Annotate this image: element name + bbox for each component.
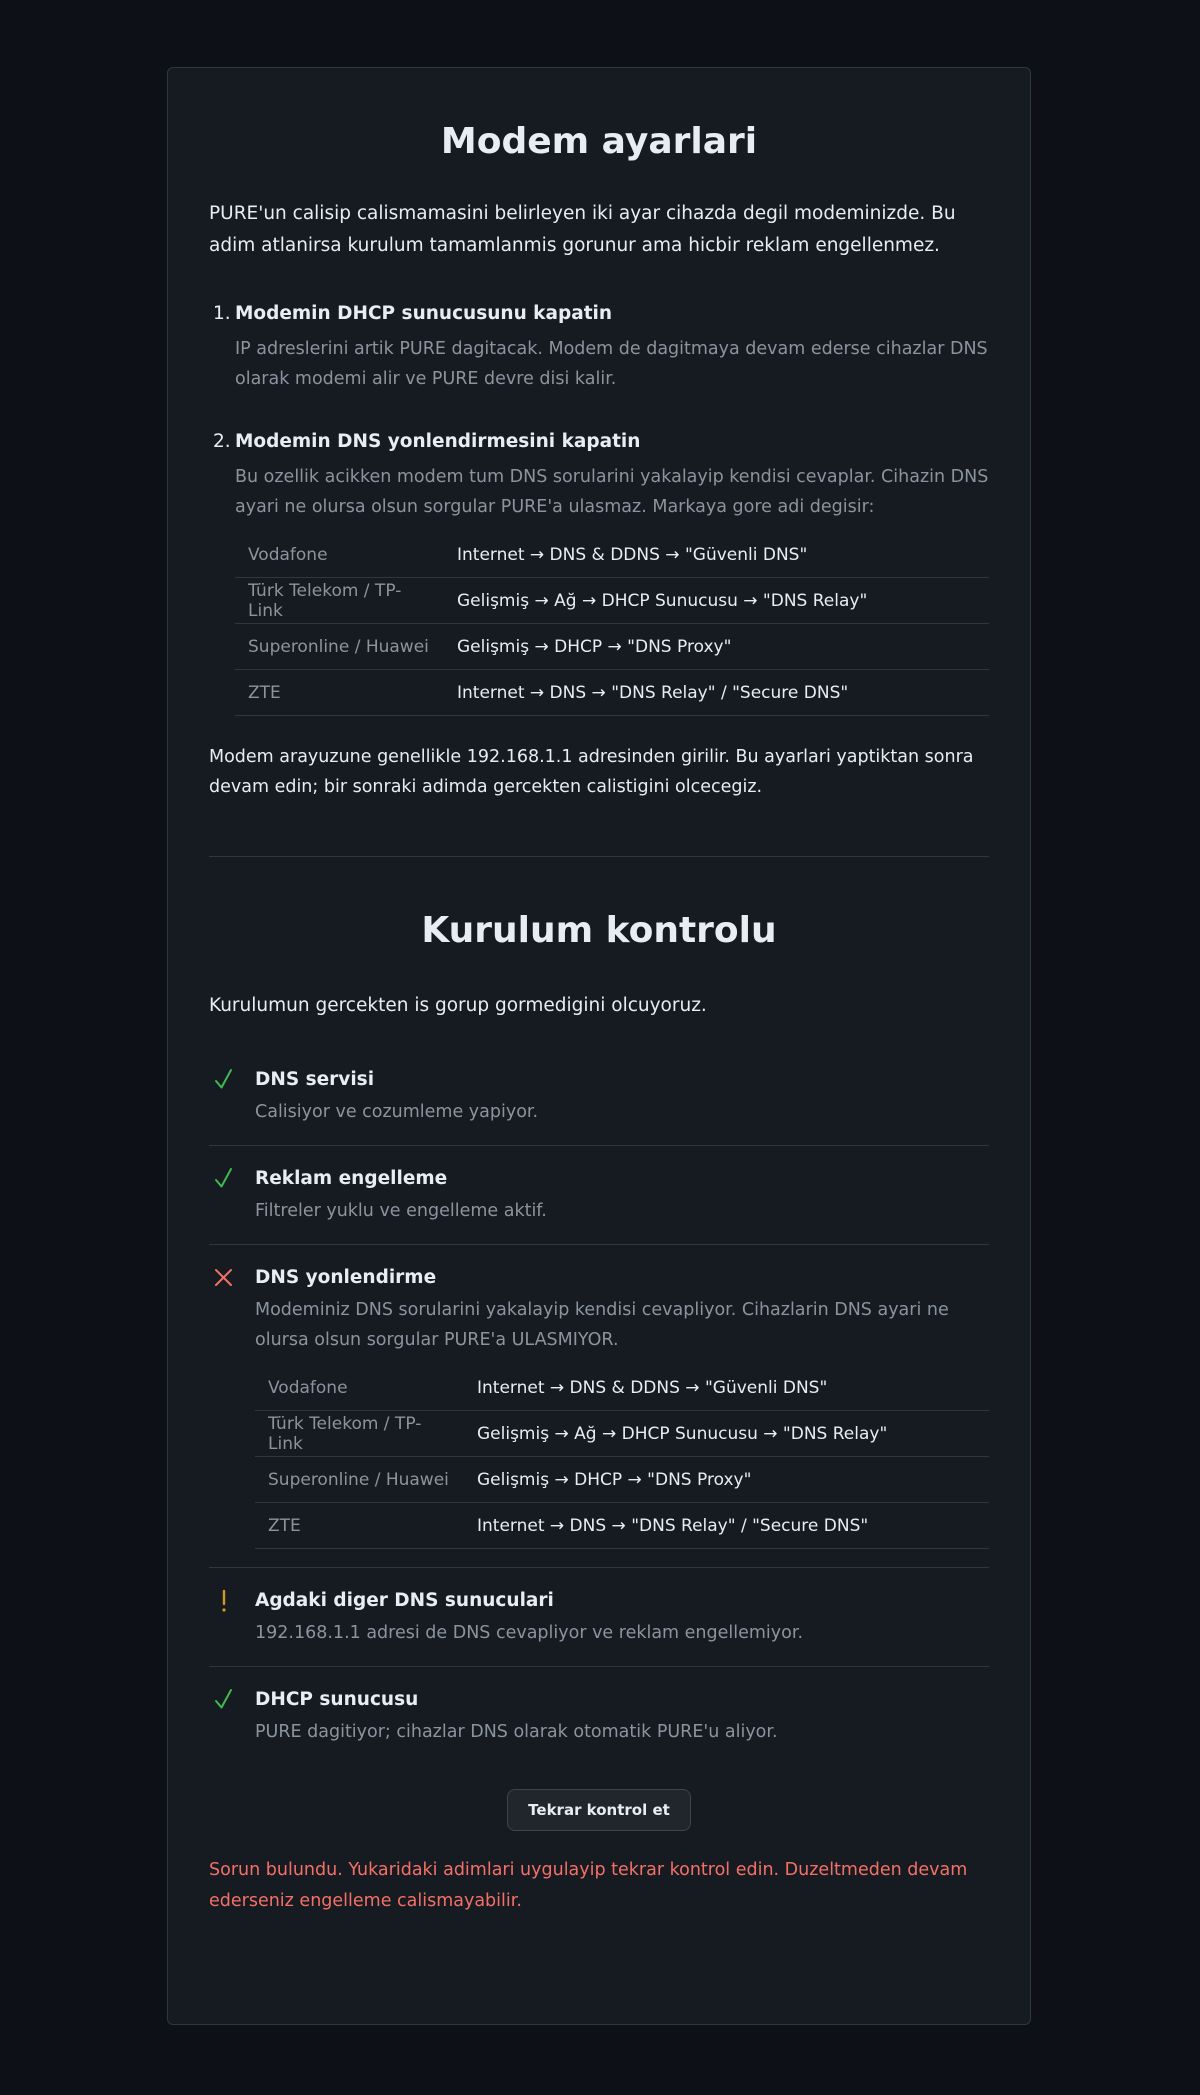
check-item-dns-service <box>209 1047 989 1146</box>
step-description: IP adreslerini artik PURE dagitacak. Modem de dagitmaya devam ederse cihazlar DNS olarak modemi alir ve PURE devre disi kalir. <box>235 339 988 389</box>
check-title: DNS yonlendirme <box>255 1267 437 1288</box>
check-list <box>209 1047 989 1765</box>
step-description: Bu ozellik acikken modem tum DNS sorularini yakalayip kendisi cevaplar. Cihazin DNS ayari ne olursa olsun sorgular PURE'a ulasmaz. Markaya gore adi degisir: <box>235 467 989 517</box>
step-title: Modemin DHCP sunucusunu kapatin <box>235 303 613 324</box>
setup-card <box>167 67 1031 2025</box>
check-item-other-dns-servers <box>209 1568 989 1667</box>
table-row <box>235 624 989 670</box>
setting-path: Internet → DNS & DDNS → "Güvenli DNS" <box>464 1365 989 1411</box>
brand-name: ZTE <box>255 1503 464 1549</box>
brand-name: Superonline / Huawei <box>255 1457 464 1503</box>
setting-path: Internet → DNS → "DNS Relay" / "Secure DNS" <box>464 1503 989 1549</box>
cross-icon <box>209 1261 239 1295</box>
setup-check-intro: Kurulumun gercekten is gorup gormedigini olcuyoruz. <box>209 995 707 1016</box>
table-row <box>235 578 989 624</box>
check-item-dns-redirect <box>209 1245 989 1568</box>
brand-name: Vodafone <box>255 1365 464 1411</box>
modem-brand-table <box>255 1365 989 1549</box>
brand-name: Türk Telekom / TP-Link <box>255 1411 464 1457</box>
warning-icon <box>209 1584 239 1618</box>
modem-settings-title: Modem ayarlari <box>440 121 758 162</box>
brand-name: ZTE <box>235 670 444 716</box>
setting-path: Gelişmiş → DHCP → "DNS Proxy" <box>464 1457 989 1503</box>
check-description: PURE dagitiyor; cihazlar DNS olarak otomatik PURE'u aliyor. <box>255 1722 778 1742</box>
check-description: Calisiyor ve cozumleme yapiyor. <box>255 1102 539 1122</box>
check-description: Filtreler yuklu ve engelleme aktif. <box>255 1201 547 1221</box>
brand-name: Vodafone <box>235 532 444 578</box>
check-title: DNS servisi <box>255 1069 375 1090</box>
brand-name: Superonline / Huawei <box>235 624 444 670</box>
setting-path: Internet → DNS & DDNS → "Güvenli DNS" <box>444 532 989 578</box>
setting-path: Gelişmiş → Ağ → DHCP Sunucusu → "DNS Relay" <box>464 1411 989 1457</box>
error-message: Sorun bulundu. Yukaridaki adimlari uygulayip tekrar kontrol edin. Duzeltmeden devam ederseniz engelleme calismayabilir. <box>209 1860 968 1911</box>
recheck-button[interactable]: Tekrar kontrol et <box>507 1789 691 1831</box>
check-mark-icon <box>209 1683 239 1717</box>
setting-path: Gelişmiş → Ağ → DHCP Sunucusu → "DNS Relay" <box>444 578 989 624</box>
brand-name: Türk Telekom / TP-Link <box>235 578 444 624</box>
check-title: Reklam engelleme <box>255 1168 448 1189</box>
setup-check-title: Kurulum kontrolu <box>421 910 777 951</box>
check-title: DHCP sunucusu <box>255 1689 419 1710</box>
modem-brand-table <box>235 532 989 716</box>
table-row <box>255 1503 989 1549</box>
modem-intro: PURE'un calisip calismamasini belirleyen iki ayar cihazda degil modeminizde. Bu adim atlanirsa kurulum tamamlanmis gorunur ama hicbir reklam engellenmez. <box>209 203 956 256</box>
check-mark-icon <box>209 1162 239 1196</box>
table-row <box>235 532 989 578</box>
setting-path: Gelişmiş → DHCP → "DNS Proxy" <box>444 624 989 670</box>
check-description: Modeminiz DNS sorularini yakalayip kendisi cevapliyor. Cihazlarin DNS ayari ne olursa olsun sorgular PURE'a ULASMIYOR. <box>255 1300 949 1350</box>
check-item-ad-blocking <box>209 1146 989 1245</box>
step-disable-dns-relay <box>213 426 989 716</box>
table-row <box>255 1365 989 1411</box>
check-description: 192.168.1.1 adresi de DNS cevapliyor ve reklam engellemiyor. <box>255 1623 804 1643</box>
table-row <box>255 1411 989 1457</box>
check-item-dhcp-server <box>209 1667 989 1765</box>
check-title: Agdaki diger DNS sunuculari <box>255 1590 554 1611</box>
table-row <box>255 1457 989 1503</box>
modem-steps-list <box>209 298 989 716</box>
step-title: Modemin DNS yonlendirmesini kapatin <box>235 431 641 452</box>
step-disable-dhcp <box>213 298 989 394</box>
check-mark-icon <box>209 1063 239 1097</box>
step-number: 2. <box>213 431 231 452</box>
modem-outro: Modem arayuzune genellikle 192.168.1.1 adresinden girilir. Bu ayarlari yaptiktan sonra devam edin; bir sonraki adimda gercekten calistigini olcecegiz. <box>209 747 974 797</box>
setting-path: Internet → DNS → "DNS Relay" / "Secure DNS" <box>444 670 989 716</box>
step-number: 1. <box>213 303 231 324</box>
table-row <box>235 670 989 716</box>
